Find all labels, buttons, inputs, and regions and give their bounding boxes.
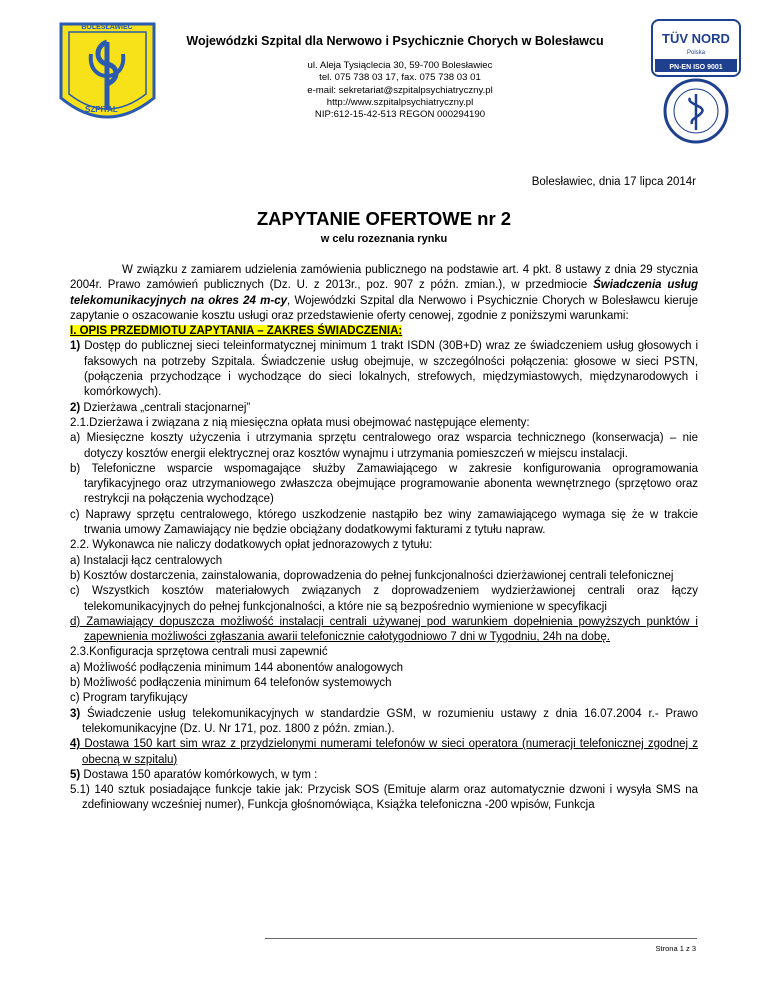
address-line: ul. Aleja Tysiąclecia 30, 59-700 Bolesławiec xyxy=(307,60,493,71)
list-2-2-c: c) Wszystkich kosztów materiałowych związanych z doprowadzeniem wydzierżawionej centrali oraz łączy telekomunikacyjnych do pełnej funkcjonalności, a które nie są bezpośrednio wymienione w specyfikacji xyxy=(70,585,698,613)
document-body xyxy=(70,263,698,814)
phone-line: tel. 075 738 03 17, fax. 075 738 03 01 xyxy=(319,72,481,84)
list-2-1-b: b) Telefoniczne wsparcie wspomagające służby Zamawiającego w zakresie konfigurowania oprogramowania taryfikacyjnego oraz utrzymaniowego zwłaszcza obejmujące programowanie abonenta wewnętrznego (sprzętowo oraz restrykcji na połączenia wychodzące) xyxy=(70,462,698,506)
item-3: 3) Świadczenie usług telekomunikacyjnych w standardzie GSM, w rozumieniu ustawy z dnia 16.07.2004 r.- Prawo telekomunikacyjne (Dz. U. Nr 171, poz. 1800 z późn. zmian.). xyxy=(70,707,698,735)
iso-text: PN-EN ISO 9001 xyxy=(669,64,723,71)
hospital-name: Wojewódzki Szpital dla Nerwowo i Psychicznie Chorych w Bolesławcu xyxy=(186,34,604,48)
item-2-2: 2.2. Wykonawca nie naliczy dodatkowych opłat jednorazowych z tytułu: xyxy=(70,539,433,552)
logo-left-text-top: BOLESŁAWIEC xyxy=(81,24,133,31)
list-2-3-a: a) Możliwość podłączenia minimum 144 abonentów analogowych xyxy=(70,661,404,674)
intro-subject: Świadczenia usług telekomunikacyjnych na okres 24 m-cy xyxy=(70,279,699,307)
item-2: 2) Dzierżawa „centrali stacjonarnej” xyxy=(70,401,251,414)
list-2-2-d: d) Zamawiający dopuszcza możliwość instalacji centrali używanej pod warunkiem dopełnienia powyższych punktów i zapewnienia możliwości zgłaszania awarii telefonicznie całotygodniowo 7 dni w Tygodniu, 24h na dobę. xyxy=(70,615,698,644)
intro-paragraph: W związku z zamiarem udzielenia zamówienia publicznego na podstawie art. 4 pkt. 8 ustawy z dnia 29 stycznia 2004r. Prawo zamówień publicznych (Dz. U. z 2013r., poz. 907 z późn. zmian.), w przedmiocie Świadczenia usług telekomunikacyjnych na okres 24 m-cy, Wojewódzki Szpital dla Nerwowo i Psychicznie Chorych w Bolesławcu kieruje zapytanie o oszacowanie kosztu usługi oraz przedstawienie oferty cenowej, zgodnie z poniższymi warunkami: xyxy=(70,264,699,322)
email-line[interactable]: e-mail: sekretariat@szpitalpsychiatryczny.pl xyxy=(307,84,493,96)
tuv-certification-logo xyxy=(648,18,744,148)
tuv-country-text: Polska xyxy=(686,50,706,56)
tuv-text: TÜV NORD xyxy=(662,31,730,46)
list-2-2-a: a) Instalacji łącz centralowych xyxy=(70,554,223,567)
item-2-3: 2.3.Konfiguracja sprzętowa centrali musi zapewnić xyxy=(70,646,328,659)
document-subtitle: w celu rozeznania rynku xyxy=(320,233,448,245)
document-date: Bolesławiec, dnia 17 lipca 2014r xyxy=(531,176,696,188)
list-2-3-b: b) Możliwość podłączenia minimum 64 telefonów systemowych xyxy=(70,677,392,690)
footer-divider xyxy=(265,938,697,939)
list-2-2-b: b) Kosztów dostarczenia, zainstalowania, doprowadzenia do pełnej funkcjonalności dzierżawionej centrali telefonicznej xyxy=(70,569,674,582)
section-heading-1: I. OPIS PRZEDMIOTU ZAPYTANIA – ZAKRES ŚWIADCZENIA: xyxy=(70,325,403,338)
item-2-1: 2.1.Dzierżawa i związana z nią miesięczna opłata musi obejmować następujące elementy: xyxy=(70,416,530,429)
item-5: 5) Dostawa 150 aparatów komórkowych, w tym : xyxy=(70,768,318,781)
nip-line: NIP:612-15-42-513 REGON 000294190 xyxy=(314,109,486,121)
item-4: 4) Dostawa 150 kart sim wraz z przydzielonymi numerami telefonów w sieci operatora (numeracji telefonicznej zgodnej z obecną w szpitalu) xyxy=(70,738,698,766)
item-1: 1) Dostęp do publicznej sieci teleinformatycznej minimum 1 trakt ISDN (30B+D) wraz ze świadczeniem usług głosowych i faksowych na potrzeby Szpitala. Świadczenie usług obejmuje, w szczególności połączenia: głosowe w sieci PSTN, (połączenia przychodzące i wychodzące do sieci lokalnych, strefowych, międzymiastowych, międzynarodowych i komórkowych). xyxy=(70,340,698,399)
list-2-3-c: c) Program taryfikujący xyxy=(70,692,188,705)
document-title: ZAPYTANIE OFERTOWE nr 2 xyxy=(256,208,512,229)
list-2-1-c: c) Naprawy sprzętu centralowego, którego uszkodzenie nastąpiło bez winy zamawiającego wymaga się że w trakcie trwania umowy Zamawiający nie będzie obciążany dodatkowymi fakturami z tytułu napraw. xyxy=(70,508,698,537)
website-line[interactable]: http://www.szpitalpsychiatryczny.pl xyxy=(326,96,474,108)
logo-left-text-bottom: SZPITAL xyxy=(85,105,118,114)
list-2-1-a: a) Miesięczne koszty użyczenia i utrzymania sprzętu centralowego oraz wsparcia technicznego (konserwacja) – nie dotyczy kosztów energii elektrycznej oraz kosztów wynajmu i utrzymania pomieszczeń w miejscu instalacji. xyxy=(70,432,698,460)
item-5-1: 5.1) 140 sztuk posiadające funkcje takie jak: Przycisk SOS (Emituje alarm oraz automatycznie dzwoni i wysyła SMS na zdefiniowany wcześniej numer), Funkcja głośnomówiąca, Książka telefoniczna -200 wpisów, Funkcja xyxy=(70,784,698,812)
contact-block xyxy=(180,60,620,121)
hospital-logo xyxy=(55,18,160,130)
page-number: Strona 1 z 3 xyxy=(655,944,696,953)
